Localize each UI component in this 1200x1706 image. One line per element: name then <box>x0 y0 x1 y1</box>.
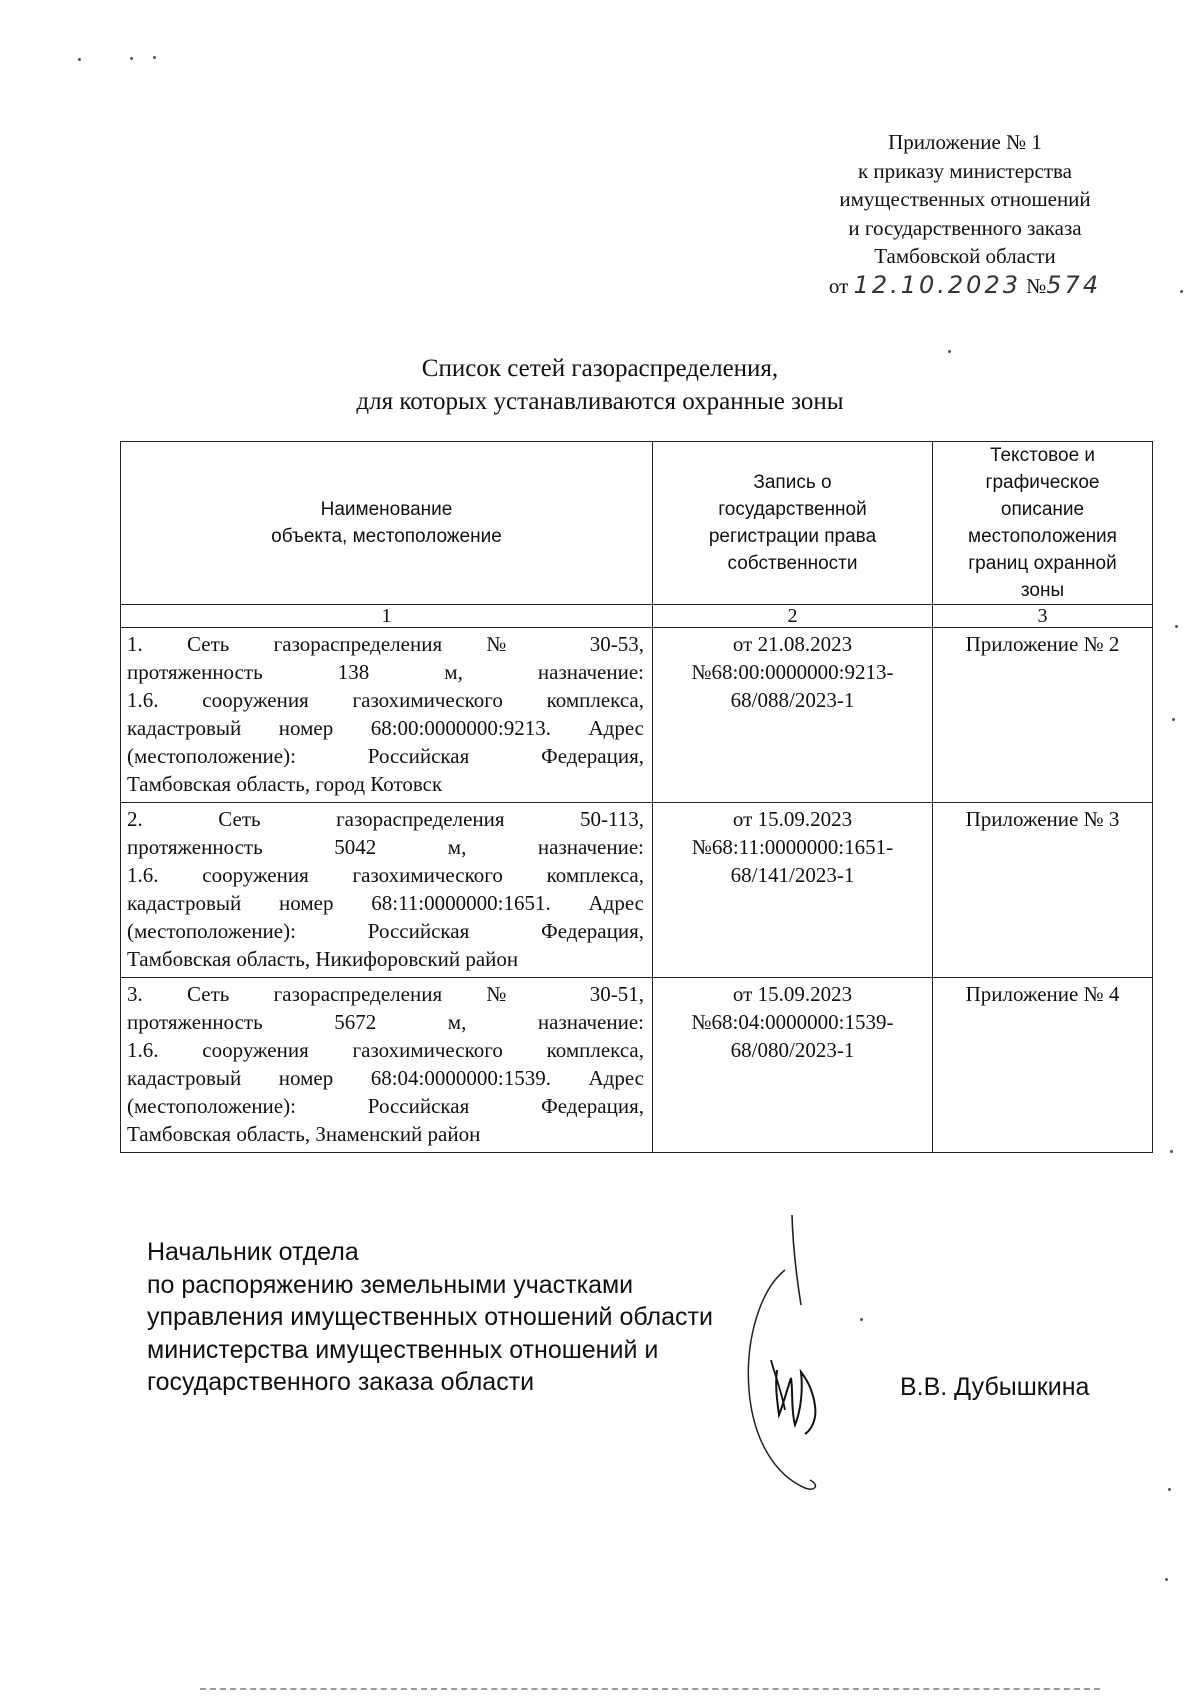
signatory-position <box>147 1236 713 1399</box>
registration-cell: от 15.09.2023 №68:04:0000000:1539- 68/080/2023-1 <box>653 978 933 1153</box>
approval-header <box>810 128 1120 300</box>
gas-networks-table <box>120 441 1153 1153</box>
handwritten-date: 12.10.2023 <box>853 270 1021 299</box>
appendix-cell: Приложение № 3 <box>933 803 1153 978</box>
scan-speck <box>1180 290 1183 293</box>
number-prefix: № <box>1026 273 1047 298</box>
registration-cell: от 21.08.2023 №68:00:0000000:9213- 68/088/2023-1 <box>653 628 933 803</box>
position-line: министерства имущественных отношений и <box>147 1335 659 1364</box>
table-row <box>121 978 1153 1153</box>
scan-speck <box>153 56 156 59</box>
position-line: управления имущественных отношений области <box>147 1303 713 1331</box>
scan-speck <box>1165 1578 1168 1581</box>
header-line: имущественных отношений <box>839 187 1091 211</box>
date-prefix: от <box>828 273 849 298</box>
position-line: Начальник отдела <box>147 1238 359 1266</box>
scan-speck <box>1175 625 1178 628</box>
header-line: к приказу министерства <box>857 158 1073 183</box>
title-line-1: Список сетей газораспределения, <box>421 355 779 382</box>
column-number: 1 <box>121 605 653 628</box>
position-line: по распоряжению земельными участками <box>147 1270 634 1299</box>
appendix-cell: Приложение № 4 <box>933 978 1153 1153</box>
column-number: 3 <box>933 605 1153 628</box>
scan-speck <box>1168 1488 1171 1491</box>
registration-cell: от 15.09.2023 №68:11:0000000:1651- 68/141/2023-1 <box>653 803 933 978</box>
object-description-cell: 1. Сеть газораспределения № 30-53, протяженность 138 м, назначение: 1.6. сооружения газохимического комплекса, кадастровый номер 68:00:0000000:9213. Адрес (местоположение): Российская Федерация, Тамбовская область, город Котовск <box>121 628 653 803</box>
header-registration: Запись о государственной регистрации права собственности <box>653 442 933 605</box>
scan-speck <box>948 350 951 353</box>
header-object-name: Наименование объекта, местоположение <box>121 442 653 605</box>
title-line-2: для которых устанавливаются охранные зоны <box>356 388 844 415</box>
header-zone-description: Текстовое и графическое описание местоположения границ охранной зоны <box>933 442 1153 605</box>
table-header-row <box>121 442 1153 605</box>
order-date-number-line <box>810 271 1120 301</box>
scan-edge-line <box>200 1688 1100 1690</box>
scan-speck <box>860 1318 863 1321</box>
header-line: Приложение № 1 <box>888 130 1042 154</box>
scan-speck <box>78 58 81 61</box>
object-description-cell: 2. Сеть газораспределения 50-113, протяженность 5042 м, назначение: 1.6. сооружения газохимического комплекса, кадастровый номер 68:11:0000000:1651. Адрес (местоположение): Российская Федерация, Тамбовская область, Никифоровский район <box>121 803 653 978</box>
appendix-cell: Приложение № 2 <box>933 628 1153 803</box>
signer-name: В.В. Дубышкина <box>900 1373 1090 1401</box>
column-number: 2 <box>653 605 933 628</box>
table-row <box>121 628 1153 803</box>
position-line: государственного заказа области <box>147 1368 535 1396</box>
column-number-row <box>121 605 1153 628</box>
document-title <box>0 352 1200 418</box>
scan-speck <box>130 57 133 60</box>
scan-speck <box>1170 1150 1173 1153</box>
header-line: и государственного заказа <box>848 215 1082 240</box>
header-line: Тамбовской области <box>874 244 1056 268</box>
scan-speck <box>1172 718 1175 721</box>
handwritten-number: 574 <box>1046 270 1102 299</box>
object-description-cell: 3. Сеть газораспределения № 30-51, протяженность 5672 м, назначение: 1.6. сооружения газохимического комплекса, кадастровый номер 68:04:0000000:1539. Адрес (местоположение): Российская Федерация, Тамбовская область, Знаменский район <box>121 978 653 1153</box>
handwritten-signature <box>735 1210 845 1500</box>
table-row <box>121 803 1153 978</box>
